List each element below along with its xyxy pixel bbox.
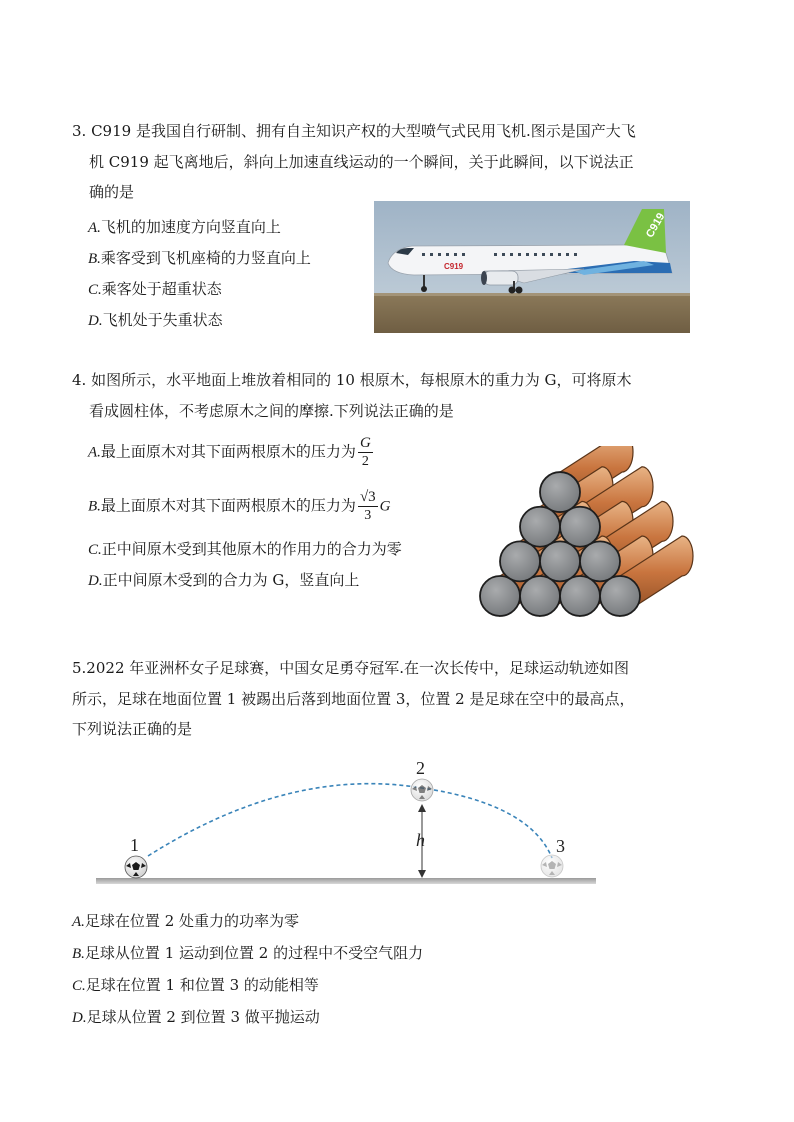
- question-4-stem: [72, 365, 672, 426]
- fraction-numerator: G: [359, 435, 371, 451]
- fuselage-logo: C919: [444, 262, 464, 271]
- option-text: 正中间原木受到其他原木的作用力的合力为零: [101, 540, 402, 558]
- football-trajectory-diagram: [90, 752, 610, 892]
- fraction-g-over-2: [358, 436, 373, 469]
- option-text: 乘客受到飞机座椅的力竖直向上: [100, 249, 311, 267]
- log-end: [520, 576, 560, 616]
- position-label-3: 3: [556, 836, 565, 856]
- log-end: [480, 576, 520, 616]
- question-5-option-d: [72, 1006, 320, 1029]
- question-4-option-b: [88, 490, 391, 523]
- question-3-line-1: 3. C919 是我国自行研制、拥有自主知识产权的大型喷气式民用飞机.图示是国产大飞: [72, 122, 636, 140]
- option-text: 最上面原木对其下面两根原木的压力为: [100, 442, 356, 461]
- fraction-denominator: 2: [361, 454, 369, 469]
- option-letter: D.: [88, 313, 103, 329]
- log-end: [560, 507, 600, 547]
- question-3-option-c: [88, 278, 222, 301]
- fraction-sqrt3-over-3: [358, 490, 378, 523]
- log-pile-illustration: [462, 446, 702, 622]
- option-letter: A.: [72, 914, 85, 930]
- height-label-h: h: [416, 830, 425, 850]
- option-letter: D.: [72, 1010, 87, 1026]
- option-text: 飞机的加速度方向竖直向上: [100, 218, 281, 236]
- option-letter: C.: [72, 978, 86, 994]
- option-text: 足球从位置 1 运动到位置 2 的过程中不受空气阻力: [84, 944, 424, 962]
- option-letter: B.: [88, 498, 101, 515]
- question-5-option-c: [72, 974, 319, 997]
- question-4-line-2: 看成圆柱体，不考虑原木之间的摩擦.下列说法正确的是: [89, 401, 454, 420]
- option-text: 足球从位置 2 到位置 3 做平抛运动: [86, 1008, 320, 1026]
- option-text: 足球在位置 2 处重力的功率为零: [84, 912, 300, 930]
- question-5-stem: [72, 653, 672, 745]
- option-text: 飞机处于失重状态: [102, 311, 223, 329]
- position-label-1: 1: [130, 835, 139, 855]
- question-5-line-1: 5.2022 年亚洲杯女子足球赛，中国女足勇夺冠军.在一次长传中，足球运动轨迹如图: [72, 659, 630, 677]
- question-5-option-a: [72, 910, 299, 933]
- log-end: [600, 576, 640, 616]
- option-text: 足球在位置 1 和位置 3 的动能相等: [85, 976, 319, 994]
- option-letter: A.: [88, 444, 101, 461]
- option-letter: B.: [88, 251, 101, 267]
- log-end: [540, 541, 580, 581]
- height-arrow-down: [418, 870, 426, 878]
- log-end: [560, 576, 600, 616]
- log-end: [540, 472, 580, 512]
- log-end: [520, 507, 560, 547]
- log-end: [500, 541, 540, 581]
- question-3-option-d: [88, 309, 223, 332]
- football-position-1: [125, 856, 147, 878]
- question-4-option-a: [88, 436, 375, 469]
- question-5-option-b: [72, 942, 423, 965]
- option-suffix-g: G: [379, 498, 391, 515]
- fraction-numerator: √3: [359, 489, 376, 505]
- tail-logo: C919: [643, 211, 668, 240]
- log-end: [580, 541, 620, 581]
- ground-line: [96, 878, 596, 884]
- option-letter: D.: [88, 573, 103, 589]
- c919-airplane-photo: [374, 201, 690, 333]
- trajectory-path: [148, 784, 552, 858]
- question-3-option-b: [88, 247, 311, 270]
- question-4-option-c: [88, 538, 402, 561]
- question-3-line-3: 确的是: [89, 183, 135, 201]
- football-position-3: [541, 855, 563, 877]
- position-label-2: 2: [416, 758, 425, 778]
- option-text: 正中间原木受到的合力为 G，竖直向上: [102, 571, 360, 589]
- question-3-stem: [72, 116, 672, 208]
- question-5-line-2: 所示，足球在地面位置 1 被踢出后落到地面位置 3，位置 2 是足球在空中的最高点，: [72, 689, 635, 708]
- question-3-line-2: 机 C919 起飞离地后，斜向上加速直线运动的一个瞬间，关于此瞬间，以下说法正: [89, 152, 634, 171]
- football-position-2: [411, 779, 433, 801]
- option-letter: C.: [88, 542, 102, 558]
- option-text: 乘客处于超重状态: [101, 280, 222, 298]
- question-4-option-d: [88, 569, 359, 592]
- question-3-option-a: [88, 216, 281, 239]
- fraction-denominator: 3: [364, 508, 372, 523]
- question-4-line-1: 4. 如图所示，水平地面上堆放着相同的 10 根原木，每根原木的重力为 G，可将原木: [72, 371, 632, 389]
- option-letter: B.: [72, 946, 85, 962]
- height-arrow-up: [418, 804, 426, 812]
- option-letter: C.: [88, 282, 102, 298]
- option-text: 最上面原木对其下面两根原木的压力为: [100, 496, 356, 515]
- question-5-line-3: 下列说法正确的是: [72, 720, 193, 738]
- option-letter: A.: [88, 220, 101, 236]
